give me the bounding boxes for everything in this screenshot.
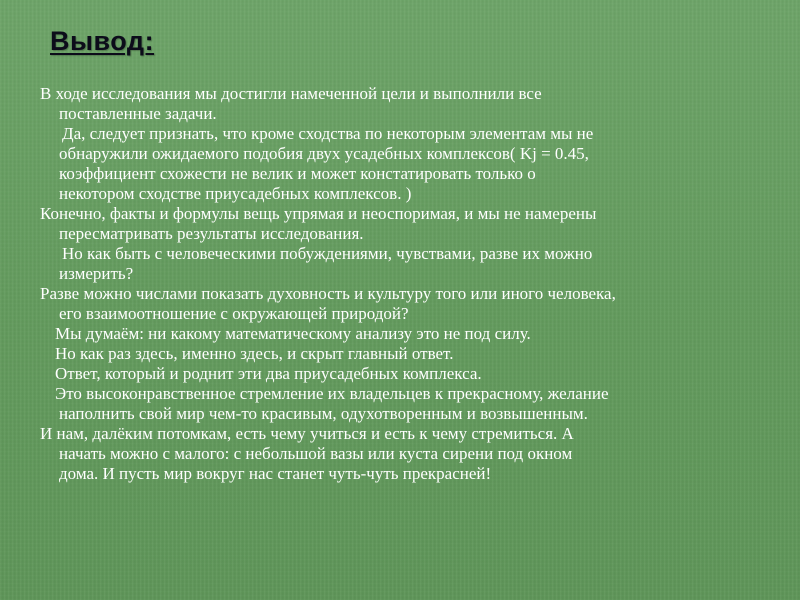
text-line: И нам, далёким потомкам, есть чему учиться и есть к чему стремиться. А [40, 424, 574, 443]
text-line: Ответ, который и роднит эти два приусадебных комплекса. [55, 364, 482, 383]
text-line: начать можно с малого: с небольшой вазы или куста сирени под окном [59, 444, 573, 463]
paragraph-4 [40, 244, 760, 284]
text-line: Это высоконравственное стремление их владельцев к прекрасному, желание [55, 384, 609, 403]
text-line: Да, следует признать, что кроме сходства по некоторым элементам мы не [62, 124, 594, 143]
paragraph-1 [40, 84, 760, 124]
text-line: Но как быть с человеческими побуждениями, чувствами, разве их можно [62, 244, 593, 263]
paragraph-8 [40, 364, 760, 384]
text-line: Но как раз здесь, именно здесь, и скрыт главный ответ. [55, 344, 454, 363]
paragraph-6 [40, 324, 760, 344]
text-line: В ходе исследования мы достигли намеченной цели и выполнили все [40, 84, 542, 103]
text-line: некотором сходстве приусадебных комплексов. ) [59, 184, 412, 203]
text-line: Мы думаём: ни какому математическому анализу это не под силу. [55, 324, 531, 343]
paragraph-5 [40, 284, 760, 324]
text-line: наполнить свой мир чем-то красивым, одухотворенным и возвышенным. [59, 404, 588, 423]
slide-title: Вывод: [50, 26, 155, 56]
text-line: дома. И пусть мир вокруг нас станет чуть-чуть прекрасней! [59, 464, 492, 483]
paragraph-9 [40, 384, 760, 424]
paragraph-2 [40, 124, 760, 204]
text-line: Разве можно числами показать духовность и культуру того или иного человека, [40, 284, 616, 303]
text-line: поставленные задачи. [59, 104, 217, 123]
text-line: обнаружили ожидаемого подобия двух усадебных комплексов( Kj = 0.45, [59, 144, 589, 163]
text-line: измерить? [59, 264, 134, 283]
paragraph-10 [40, 424, 760, 484]
text-line: Конечно, факты и формулы вещь упрямая и неоспоримая, и мы не намерены [40, 204, 597, 223]
text-line: коэффициент схожести не велик и может констатировать только о [59, 164, 536, 183]
paragraph-7 [40, 344, 760, 364]
slide-body [40, 84, 760, 484]
paragraph-3 [40, 204, 760, 244]
text-line: его взаимоотношение с окружающей природой? [59, 304, 409, 323]
text-line: пересматривать результаты исследования. [59, 224, 364, 243]
